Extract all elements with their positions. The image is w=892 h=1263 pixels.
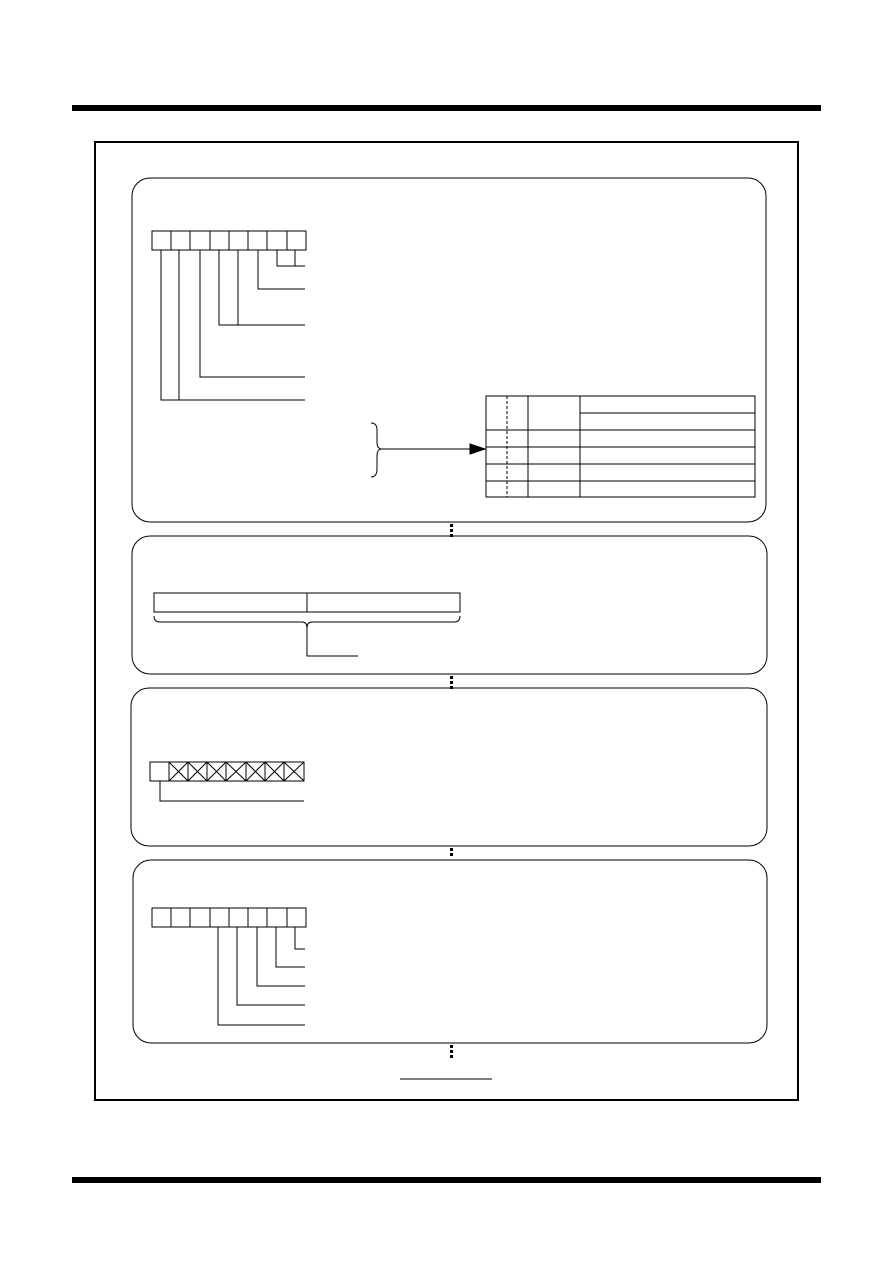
section-1-register [152, 231, 306, 250]
leader-bit-7 [160, 781, 304, 801]
leader-bits-2-3 [258, 250, 305, 289]
leader-bit-6 [200, 250, 305, 377]
connector-dots-3 [450, 848, 453, 856]
leader-bit-5 [219, 250, 238, 325]
arrow-head [470, 444, 485, 454]
leader-bit-1 [277, 250, 295, 266]
connector-dots-4 [450, 1045, 453, 1058]
section-1-panel [132, 178, 766, 522]
section-1-table [486, 396, 755, 497]
leader-bit-0 [295, 927, 305, 949]
section-4-border [133, 860, 767, 1043]
section-1-brace-arrow [371, 423, 485, 477]
section-2-panel [132, 536, 767, 674]
field-brace [154, 616, 460, 628]
section-4-panel [133, 860, 767, 1043]
connector-dots-1 [450, 524, 453, 537]
section-3-panel [131, 688, 767, 846]
leader-bit-2 [257, 927, 305, 986]
section-1-leader-lines [161, 250, 305, 400]
leader-bit-1 [276, 927, 305, 967]
connector-dots-2 [450, 676, 453, 689]
leader-bit-0 [295, 250, 305, 266]
section-1-border [132, 178, 766, 522]
field-leader [307, 628, 358, 656]
leader-bit-8 [161, 250, 179, 400]
section-2-border [132, 536, 767, 674]
brace [371, 423, 381, 477]
leader-bit-4 [218, 927, 305, 1025]
